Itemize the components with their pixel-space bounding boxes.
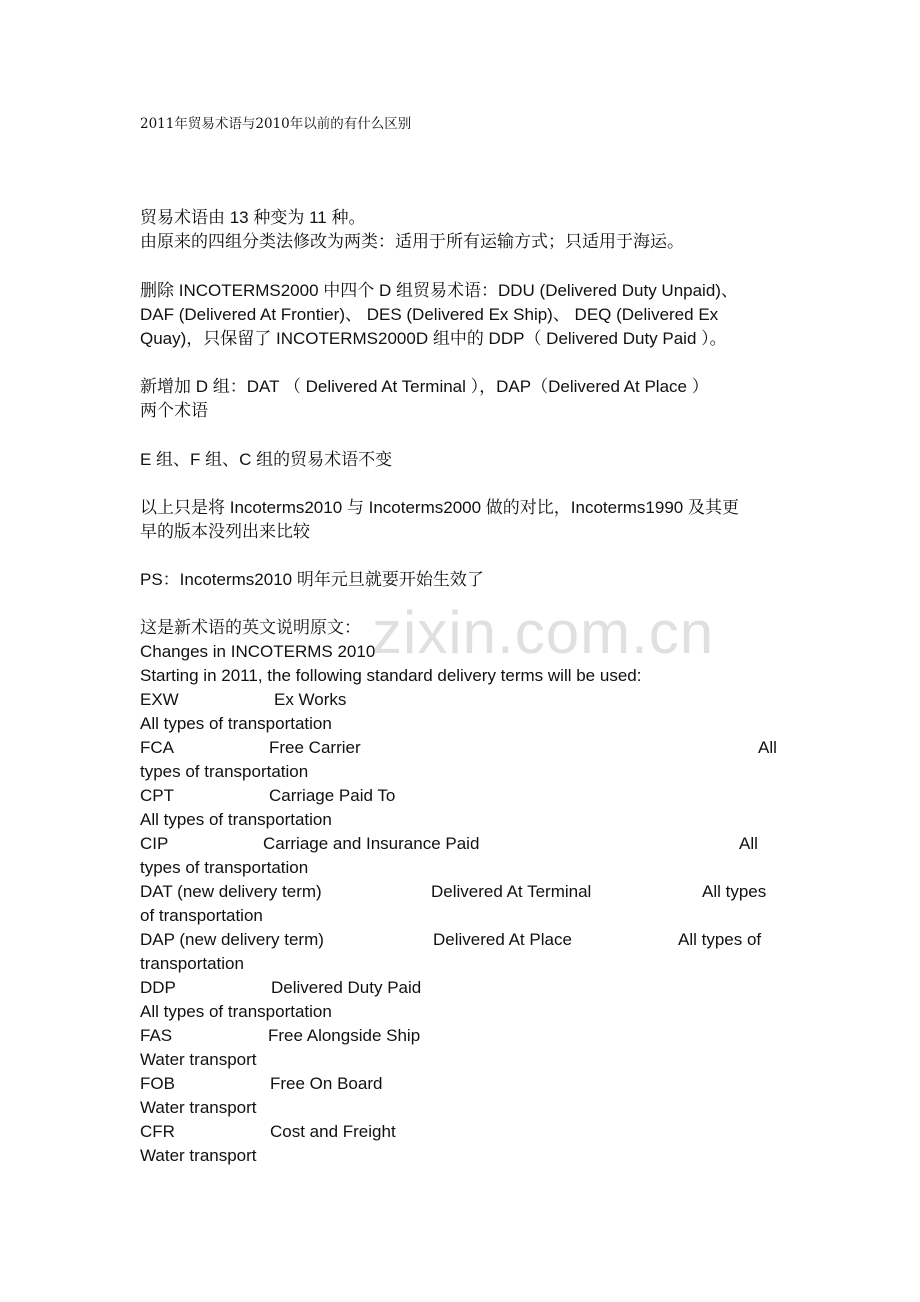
term-name: Carriage and Insurance Paid	[263, 834, 480, 853]
paragraph-english-intro: 这是新术语的英文说明原文：	[140, 618, 361, 637]
term-code: FOB	[140, 1074, 175, 1093]
document-title: 2011年贸易术语与2010年以前的有什么区别	[140, 116, 412, 132]
term-code: DAP (new delivery term)	[140, 930, 324, 949]
term-row-cpt	[140, 784, 790, 808]
term-code: DAT (new delivery term)	[140, 882, 322, 901]
paragraph-removed-terms-line-1: 删除 INCOTERMS2000 中四个 D 组贸易术语：DDU (Delivered Duty Unpaid)、	[140, 281, 738, 300]
term-name: Free On Board	[270, 1074, 383, 1093]
term-name: Ex Works	[274, 690, 347, 709]
term-row-cip	[140, 832, 790, 856]
paragraph-classification: 由原来的四组分类法修改为两类：适用于所有运输方式；只适用于海运。	[140, 232, 684, 251]
paragraph-new-terms-line-1: 新增加 D 组：DAT （ Delivered At Terminal ），DAP（Delivered At Place ）	[140, 377, 709, 396]
term-transport-line: All types of transportation	[140, 714, 332, 733]
term-name: Free Alongside Ship	[268, 1026, 421, 1045]
term-code: DDP	[140, 978, 176, 997]
term-row-fas	[140, 1024, 790, 1048]
term-transport-line: Water transport	[140, 1146, 257, 1165]
paragraph-removed-terms-line-2: DAF (Delivered At Frontier)、 DES (Delivered Ex Ship)、 DEQ (Delivered Ex	[140, 305, 719, 324]
paragraph-new-terms-line-2: 两个术语	[140, 401, 208, 420]
paragraph-comparison-line-1: 以上只是将 Incoterms2010 与 Incoterms2000 做的对比，Incoterms1990 及其更	[140, 498, 739, 517]
paragraph-comparison-line-2: 早的版本没列出来比较	[140, 522, 310, 541]
term-name: Delivered At Place	[433, 930, 572, 949]
paragraph-removed-terms-line-3: Quay)，只保留了 INCOTERMS2000D 组中的 DDP（ Delivered Duty Paid ）。	[140, 329, 727, 348]
term-code: CFR	[140, 1122, 175, 1141]
term-transport-line: All types of transportation	[140, 810, 332, 829]
term-transport-tail: All types of	[678, 930, 762, 949]
term-code: FAS	[140, 1026, 173, 1045]
term-row-fca	[140, 736, 790, 760]
paragraph-ps-note: PS：Incoterms2010 明年元旦就要开始生效了	[140, 570, 484, 589]
paragraph-changes-heading: Changes in INCOTERMS 2010	[140, 642, 376, 661]
term-code: CIP	[140, 834, 169, 853]
term-transport-line: types of transportation	[140, 762, 309, 781]
term-transport-line: Water transport	[140, 1050, 257, 1069]
term-row-dat	[140, 880, 790, 904]
term-transport-tail: All	[739, 834, 758, 853]
paragraph-term-count: 贸易术语由 13 种变为 11 种。	[140, 208, 366, 227]
term-transport-line: transportation	[140, 954, 244, 973]
term-transport-tail: All	[758, 738, 777, 757]
term-transport-tail: All types	[702, 882, 767, 901]
paragraph-unchanged-groups: E 组、F 组、C 组的贸易术语不变	[140, 450, 393, 469]
term-transport-line: Water transport	[140, 1098, 257, 1117]
watermark: zixin.com.cn	[372, 599, 715, 666]
term-transport-line: types of transportation	[140, 858, 309, 877]
term-row-exw	[140, 688, 790, 712]
term-row-dap	[140, 928, 790, 952]
term-code: CPT	[140, 786, 174, 805]
term-name: Cost and Freight	[270, 1122, 396, 1141]
term-name: Carriage Paid To	[269, 786, 396, 805]
term-row-ddp	[140, 976, 790, 1000]
term-row-cfr	[140, 1120, 790, 1144]
term-name: Delivered At Terminal	[431, 882, 592, 901]
term-row-fob	[140, 1072, 790, 1096]
term-code: EXW	[140, 690, 179, 709]
paragraph-starting-2011: Starting in 2011, the following standard delivery terms will be used:	[140, 666, 642, 685]
term-name: Delivered Duty Paid	[271, 978, 422, 997]
term-transport-line: of transportation	[140, 906, 263, 925]
term-code: FCA	[140, 738, 174, 757]
term-name: Free Carrier	[269, 738, 361, 757]
term-transport-line: All types of transportation	[140, 1002, 332, 1021]
